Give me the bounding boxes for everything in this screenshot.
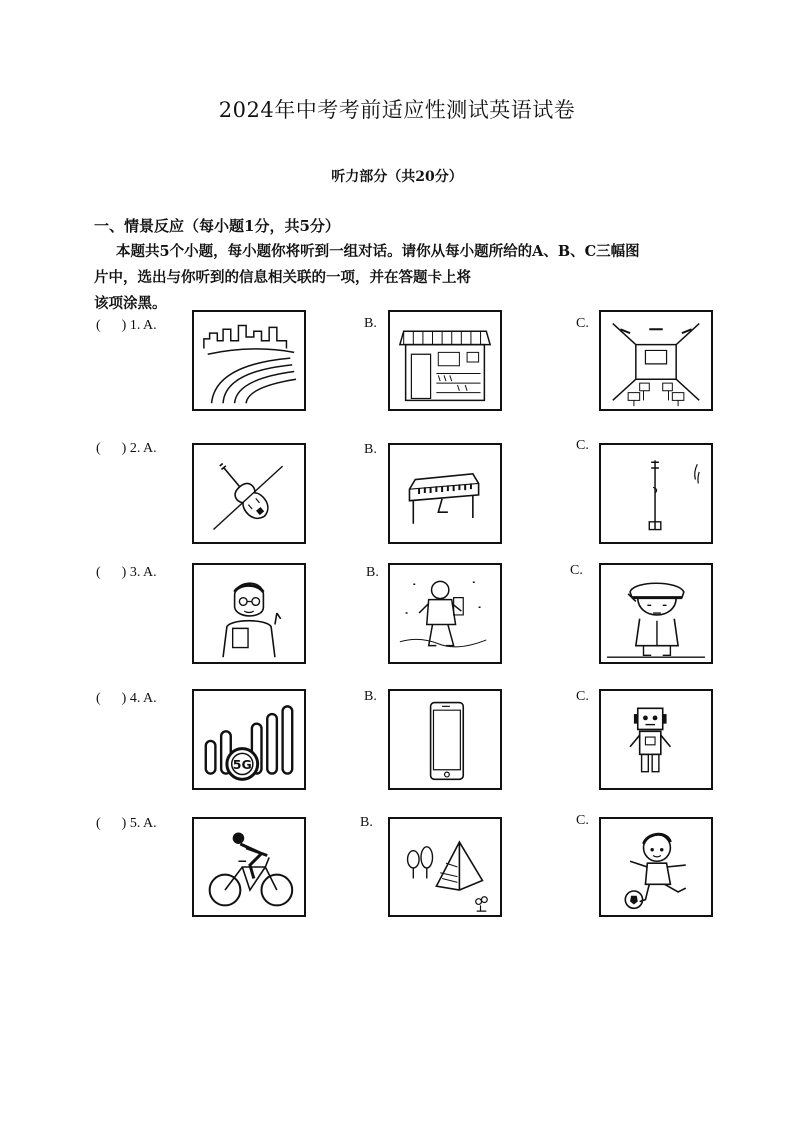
question-5-label: ( ) 5. A. xyxy=(96,816,157,831)
question-1-option-c-label: C. xyxy=(576,316,589,331)
violin-icon xyxy=(194,445,304,542)
teacher-icon xyxy=(194,565,304,662)
erhu-icon xyxy=(601,445,711,542)
question-2-option-c-label: C. xyxy=(576,438,589,453)
question-1-option-b-picture[interactable] xyxy=(388,310,502,411)
question-2-option-c-picture[interactable] xyxy=(599,443,713,544)
smartphone-icon xyxy=(390,691,500,788)
question-1-label: ( ) 1. A. xyxy=(96,318,157,333)
classroom-icon xyxy=(601,312,711,409)
instruction-line-1: 本题共5个小题，每小题你将听到一组对话。请你从每小题所给的A、B、C三幅图 xyxy=(116,243,640,260)
question-2-option-b-label: B. xyxy=(364,442,377,457)
question-3-option-c-label: C. xyxy=(570,563,583,578)
part-heading: 一、情景反应（每小题1分，共5分） xyxy=(94,217,340,235)
stadium-track-icon xyxy=(194,312,304,409)
question-2-label: ( ) 2. A. xyxy=(96,441,157,456)
question-4-option-c-label: C. xyxy=(576,689,589,704)
instruction-line-2: 片中，选出与你听到的信息相关联的一项，并在答题卡上将 xyxy=(94,269,471,286)
question-3-option-b-picture[interactable] xyxy=(388,563,502,664)
question-5-option-c-label: C. xyxy=(576,813,589,828)
exam-title: 2024年中考考前适应性测试英语试卷 xyxy=(218,98,576,122)
cycling-icon xyxy=(194,819,304,915)
question-3-label: ( ) 3. A. xyxy=(96,565,157,580)
shop-store-icon xyxy=(390,312,500,409)
question-3-option-a-picture[interactable] xyxy=(192,563,306,664)
question-1-option-a-picture[interactable] xyxy=(192,310,306,411)
question-5-option-b-label: B. xyxy=(360,815,373,830)
question-5-option-c-picture[interactable] xyxy=(599,817,713,917)
5g-signal-icon xyxy=(194,691,304,788)
boy-playing-football-icon xyxy=(601,819,711,915)
police-officer-icon xyxy=(601,565,711,662)
instruction-line-3: 该项涂黑。 xyxy=(94,295,167,312)
question-4-option-b-picture[interactable] xyxy=(388,689,502,790)
question-3-option-c-picture[interactable] xyxy=(599,563,713,664)
question-2-option-b-picture[interactable] xyxy=(388,443,502,544)
tent-camping-icon xyxy=(390,819,500,915)
question-5-option-a-picture[interactable] xyxy=(192,817,306,917)
question-4-option-b-label: B. xyxy=(364,689,377,704)
question-4-option-a-picture[interactable] xyxy=(192,689,306,790)
question-5-option-b-picture[interactable] xyxy=(388,817,502,917)
question-4-option-c-picture[interactable] xyxy=(599,689,713,790)
listening-section-title: 听力部分（共20分） xyxy=(331,169,463,185)
astronaut-icon xyxy=(390,565,500,662)
question-2-option-a-picture[interactable] xyxy=(192,443,306,544)
question-1-option-b-label: B. xyxy=(364,316,377,331)
svg-text:5G: 5G xyxy=(232,756,252,772)
piano-icon xyxy=(390,445,500,542)
question-1-option-c-picture[interactable] xyxy=(599,310,713,411)
robot-icon xyxy=(601,691,711,788)
question-3-option-b-label: B. xyxy=(366,565,379,580)
question-4-label: ( ) 4. A. xyxy=(96,691,157,706)
